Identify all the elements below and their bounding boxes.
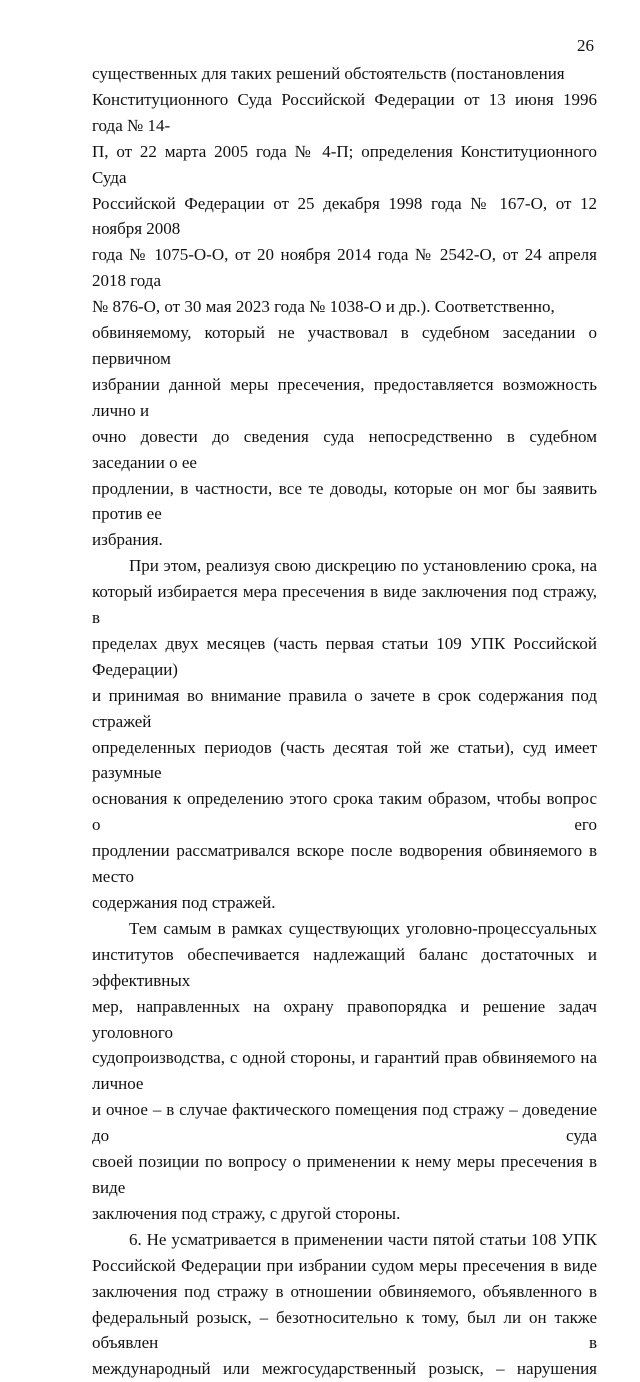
text-line: очно довести до сведения суда непосредственно в судебном заседании о ее — [92, 426, 597, 472]
text-line: продлении рассматривался вскоре после водворения обвиняемого в место — [92, 841, 597, 887]
text-line: пределах двух месяцев (часть первая статьи 109 УПК Российской Федерации) — [92, 633, 597, 679]
text-line: Тем самым в рамках существующих уголовно-процессуальных — [129, 918, 597, 938]
text-line: международный или межгосударственный розыск, – нарушения — [92, 1359, 597, 1379]
text-line: Конституционного Суда Российской Федерации от 13 июня 1996 года № 14- — [92, 89, 597, 135]
text-line: содержания под стражей. — [92, 893, 276, 912]
text-line: продлении, в частности, все те доводы, которые он мог бы заявить против ее — [92, 478, 597, 524]
text-line: своей позиции по вопросу о применении к нему меры пресечения в виде — [92, 1152, 597, 1197]
text-line: избрании данной меры пресечения, предоставляется возможность лично и — [92, 374, 597, 420]
text-line: федеральный розыск, – безотносительно к тому, был ли он также объявлен в — [92, 1307, 597, 1353]
paragraph-section-6 — [92, 1227, 597, 1382]
text-line: определенных периодов (часть десятая той же статьи), суд имеет разумные — [92, 737, 597, 783]
text-line: заключения под стражу, с другой стороны. — [92, 1203, 401, 1223]
text-line: При этом, реализуя свою дискрецию по установлению срока, на — [129, 556, 597, 576]
text-line: обвиняемому, который не участвовал в судебном заседании о первичном — [92, 323, 597, 368]
page-number: 26 — [577, 36, 594, 55]
text-line: и принимая во внимание правила о зачете в срок содержания под стражей — [92, 685, 597, 731]
text-line: 6. Не усматривается в применении части пятой статьи 108 УПК — [129, 1229, 597, 1249]
text-line: избрания. — [92, 530, 163, 550]
text-line: П, от 22 марта 2005 года № 4-П; определения Конституционного Суда — [92, 141, 597, 187]
text-line: года № 1075-О-О, от 20 ноября 2014 года № 2542-О, от 24 апреля 2018 года — [92, 245, 597, 291]
text-line: судопроизводства, с одной стороны, и гарантий прав обвиняемого на личное — [92, 1048, 597, 1094]
text-line: заключения под стражу в отношении обвиняемого, объявленного в — [92, 1281, 597, 1301]
text-line: мер, направленных на охрану правопорядка и решение задач уголовного — [92, 996, 597, 1042]
text-line: и очное – в случае фактического помещения под стражу – доведение до суда — [92, 1100, 597, 1146]
text-line: который избирается мера пресечения в виде заключения под стражу, в — [92, 582, 597, 628]
paragraph-continuation — [92, 61, 597, 553]
text-line: основания к определению этого срока таким образом, чтобы вопрос о его — [92, 789, 597, 835]
document-body — [92, 61, 597, 1382]
text-line: существенных для таких решений обстоятельств (постановления — [92, 64, 565, 83]
paragraph-discretion — [92, 553, 597, 916]
paragraph-balance — [92, 916, 597, 1227]
text-line: Российской Федерации при избрании судом меры пресечения в виде — [92, 1255, 597, 1275]
text-line: Российской Федерации от 25 декабря 1998 года № 167-О, от 12 ноября 2008 — [92, 193, 597, 239]
text-line: институтов обеспечивается надлежащий баланс достаточных и эффективных — [92, 944, 597, 990]
text-line: № 876-О, от 30 мая 2023 года № 1038-О и др.). Соответственно, — [92, 297, 555, 317]
